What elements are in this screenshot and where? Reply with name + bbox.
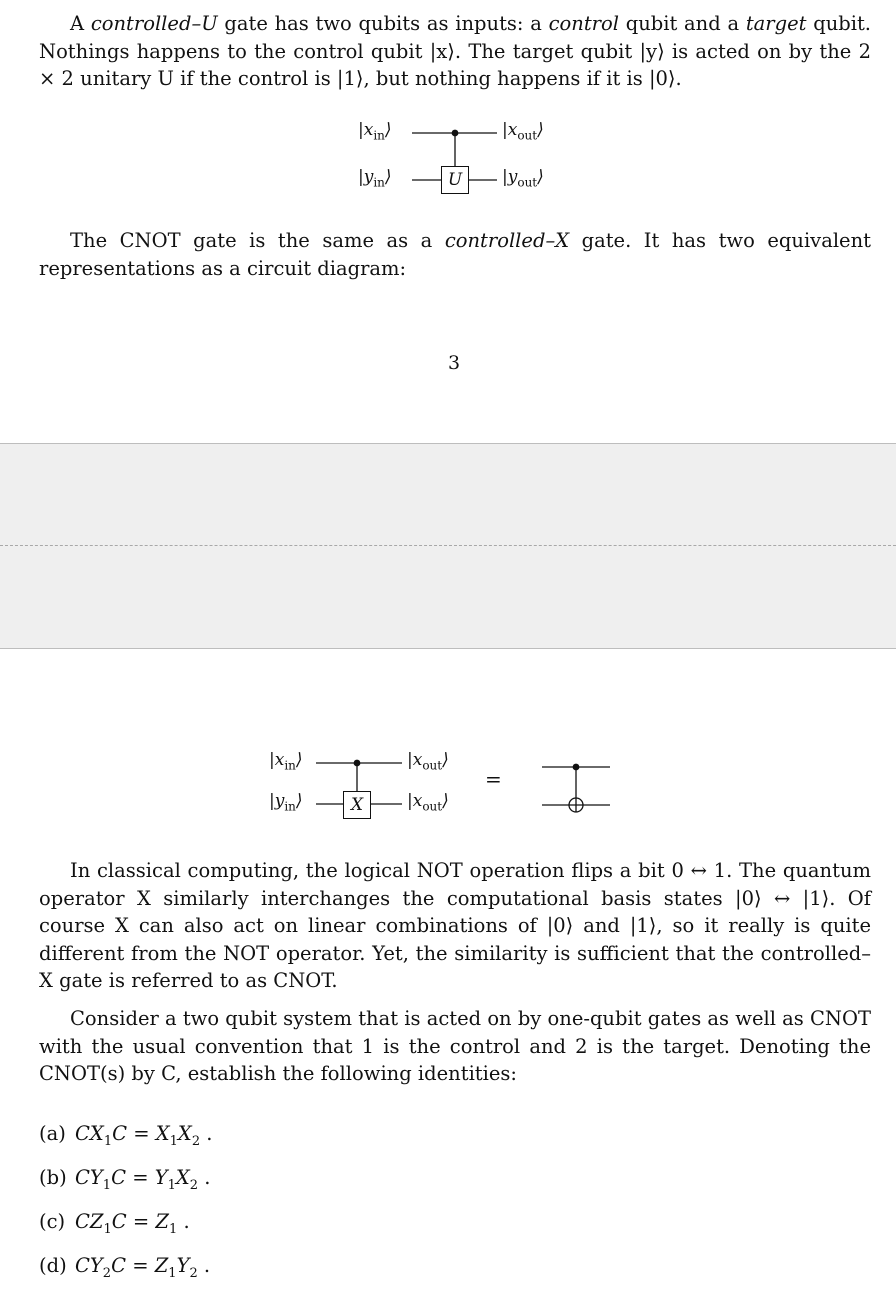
page-break-band <box>0 443 896 649</box>
y-in-label: $|y_{in}⟩$ <box>358 167 392 190</box>
identity-item-c: (c) $CZ_1C = Z_1$ . <box>39 1210 190 1237</box>
x-in-label: $|x_{in}⟩$ <box>358 120 392 143</box>
identity-item-b: (b) $CY_1C = Y_1X_2$ . <box>39 1166 211 1193</box>
consider-paragraph: Consider a two qubit system that is acted on by one-qubit gates as well as CNOT with the usual convention that 1 is the control and 2 is the target. Denoting the CNOT(s) by C, establish the following identities: <box>39 1007 871 1085</box>
controlled-u-wires <box>0 0 896 230</box>
identity-item-a: (a) $CX_1C = X_1X_2$ . <box>39 1122 213 1149</box>
intro-paragraph: A controlled–U gate has two qubits as inputs: a control qubit and a target qubit. Nothings happens to the control qubit |x⟩. The target qubit |y⟩ is acted on by the 2 × 2 unitary U if the control is |1⟩, but nothing happens if it is |0⟩. <box>39 12 872 90</box>
cnot-y-out-label: $|x_{out}⟩$ <box>407 791 449 814</box>
cnot-paragraph: The CNOT gate is the same as a controlled–X gate. It has two equivalent representations as a circuit diagram: <box>39 229 871 280</box>
u-gate: U <box>441 166 469 194</box>
cnot-y-in-label: $|y_{in}⟩$ <box>269 791 303 814</box>
cnot-x-in-label: $|x_{in}⟩$ <box>269 750 303 773</box>
page-number: 3 <box>448 352 461 374</box>
cnot-x-out-label: $|x_{out}⟩$ <box>407 750 449 773</box>
y-out-label: $|y_{out}⟩$ <box>502 167 544 190</box>
page-break-dashed-line <box>0 545 896 546</box>
x-gate: X <box>343 791 371 819</box>
equals-sign: = <box>485 767 502 791</box>
x-out-label: $|x_{out}⟩$ <box>502 120 544 143</box>
identity-item-d: (d) $CY_2C = Z_1Y_2$ . <box>39 1254 211 1281</box>
classical-paragraph: In classical computing, the logical NOT operation flips a bit 0 ↔ 1. The quantum operator X similarly interchanges the computational basis states |0⟩ ↔ |1⟩. Of course X can also act on linear combinations of |0⟩ and |1⟩, so it really is quite different from the NOT operator. Yet, the similarity is sufficient that the controlled–X gate is referred to as CNOT. <box>39 859 871 992</box>
